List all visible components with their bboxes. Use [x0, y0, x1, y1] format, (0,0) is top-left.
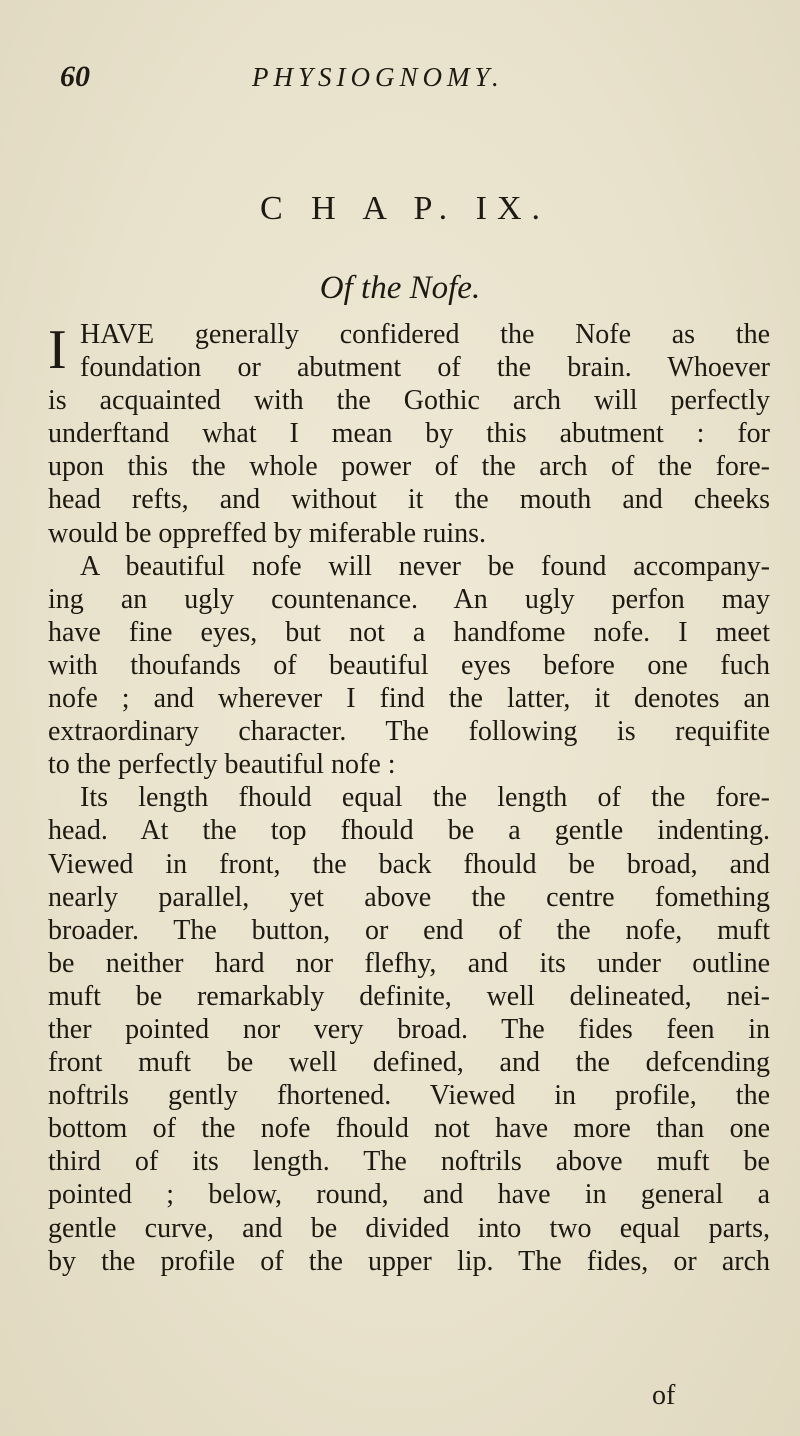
- text-line: A beautiful nofe will never be found accompany-: [80, 550, 770, 582]
- text-line: to the perfectly beautiful nofe :: [48, 749, 396, 781]
- text-line: ther pointed nor very broad. The fides feen in: [48, 1013, 770, 1045]
- text-line: with thoufands of beautiful eyes before one fuch: [48, 649, 770, 681]
- drop-cap: I: [48, 319, 67, 381]
- body-text: [48, 318, 770, 1278]
- text-line-content: HAVE generally confidered the Nofe as the: [80, 319, 770, 350]
- running-head: [60, 60, 760, 100]
- chapter-title: C H A P. IX.: [259, 190, 551, 227]
- text-line: broader. The button, or end of the nofe, muft: [48, 914, 770, 946]
- text-line: ing an ugly countenance. An ugly perfon may: [48, 583, 770, 615]
- text-line: be neither hard nor flefhy, and its under outline: [48, 947, 770, 979]
- text-line: nearly parallel, yet above the centre fomething: [48, 881, 770, 913]
- text-line: head refts, and without it the mouth and cheeks: [48, 484, 770, 516]
- text-line: head. At the top fhould be a gentle indenting.: [48, 815, 770, 847]
- text-line: front muft be well defined, and the defcending: [48, 1047, 770, 1079]
- text-line: nofe ; and wherever I find the latter, it denotes an: [48, 683, 770, 715]
- text-line: would be oppreffed by miferable ruins.: [48, 517, 487, 549]
- text-line: bottom of the nofe fhould not have more than one: [48, 1113, 770, 1145]
- text-line: noftrils gently fhortened. Viewed in profile, the: [48, 1080, 770, 1112]
- text-line: gentle curve, and be divided into two equal parts,: [48, 1212, 770, 1244]
- text-line: have fine eyes, but not a handfome nofe. I meet: [48, 616, 770, 648]
- catchword: of: [652, 1380, 676, 1411]
- text-line: underftand what I mean by this abutment : for: [48, 418, 770, 450]
- text-line: Its length fhould equal the length of the fore-: [80, 782, 770, 814]
- text-line: third of its length. The noftrils above muft be: [48, 1146, 770, 1178]
- text-line: extraordinary character. The following is requifite: [48, 716, 770, 748]
- text-line: foundation or abutment of the brain. Whoever: [80, 352, 770, 384]
- text-line: muft be remarkably definite, well delineated, nei-: [48, 980, 770, 1012]
- text-line: by the profile of the upper lip. The fides, or arch: [48, 1245, 770, 1277]
- page-number: 60: [60, 60, 90, 93]
- text-line: upon this the whole power of the arch of the fore-: [48, 451, 770, 483]
- text-line: pointed ; below, round, and have in general a: [48, 1179, 770, 1211]
- text-line: is acquainted with the Gothic arch will perfectly: [48, 385, 770, 417]
- section-title: Of the Nofe.: [319, 270, 481, 306]
- text-line: Viewed in front, the back fhould be broad, and: [48, 848, 770, 880]
- running-title: PHYSIOGNOMY.: [252, 62, 504, 92]
